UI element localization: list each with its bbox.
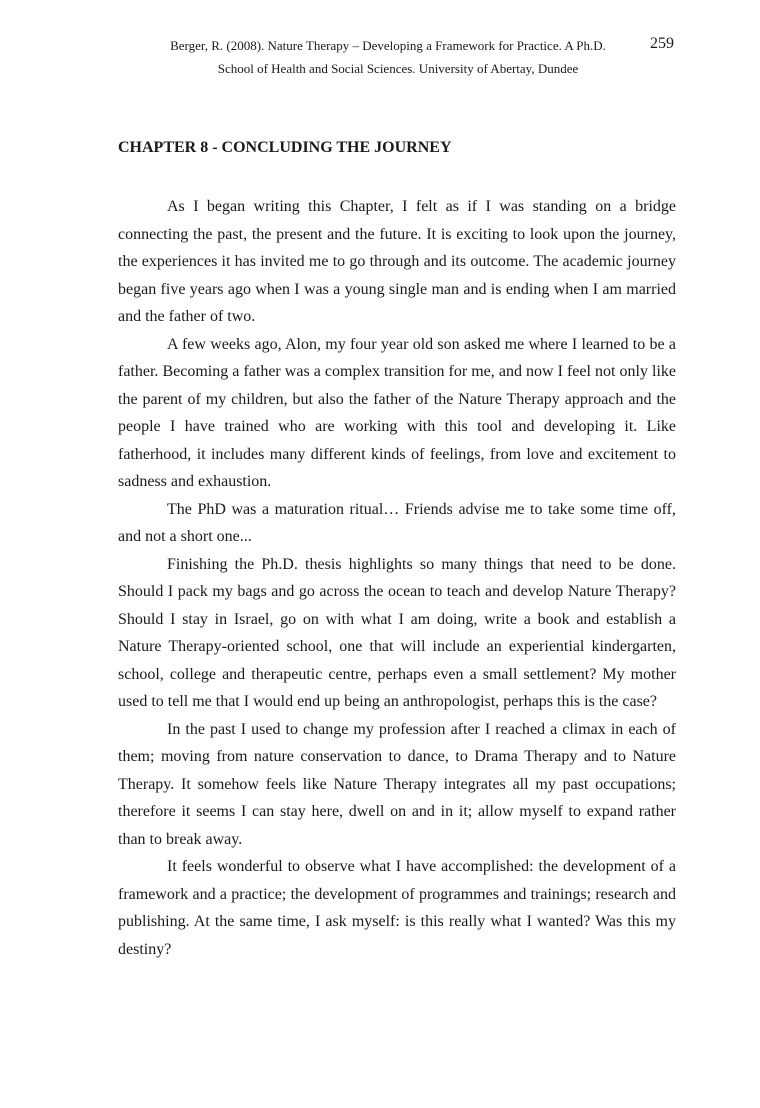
paragraph: A few weeks ago, Alon, my four year old son asked me where I learned to be a father. Becoming a father was a complex transition for me, and now I feel not only like the parent of my children, but also the father of the Nature Therapy approach and the people I have trained who are working with this tool and developing it. Like fatherhood, it includes many different kinds of feelings, from love and excitement to sadness and exhaustion. (118, 335, 676, 490)
paragraph: The PhD was a maturation ritual… Friends advise me to take some time off, and not a short one... (118, 500, 676, 545)
paragraph: It feels wonderful to observe what I have accomplished: the development of a framework and a practice; the development of programmes and trainings; research and publishing. At the same time, I ask myself: is this really what I wanted? Was this my destiny? (118, 858, 676, 958)
citation-line-1: Berger, R. (2008). Nature Therapy – Developing a Framework for Practice. A Ph.D. (170, 38, 606, 53)
chapter-heading: CHAPTER 8 - CONCLUDING THE JOURNEY (118, 139, 452, 156)
paragraph: As I began writing this Chapter, I felt as if I was standing on a bridge connecting the past, the present and the future. It is exciting to look upon the journey, the experiences it has invited me to go through and its outcome. The academic journey began five years ago when I was a young single man and is ending when I am married and the father of two. (118, 198, 676, 325)
body-text (118, 193, 676, 963)
paragraph: Finishing the Ph.D. thesis highlights so many things that need to be done. Should I pack my bags and go across the ocean to teach and develop Nature Therapy? Should I stay in Israel, go on with what I am doing, write a book and establish a Nature Therapy-oriented school, one that will include an experiential kindergarten, school, college and therapeutic centre, perhaps even a small settlement? My mother used to tell me that I would end up being an anthropologist, perhaps this is the case? (118, 555, 676, 710)
page-number: 259 (650, 35, 674, 52)
running-header (118, 34, 678, 80)
paragraph: In the past I used to change my profession after I reached a climax in each of them; moving from nature conservation to dance, to Drama Therapy and to Nature Therapy. It somehow feels like Nature Therapy integrates all my past occupations; therefore it seems I can stay here, dwell on and in it; allow myself to expand rather than to break away. (118, 720, 676, 848)
citation-line-2: School of Health and Social Sciences. University of Abertay, Dundee (217, 61, 579, 76)
